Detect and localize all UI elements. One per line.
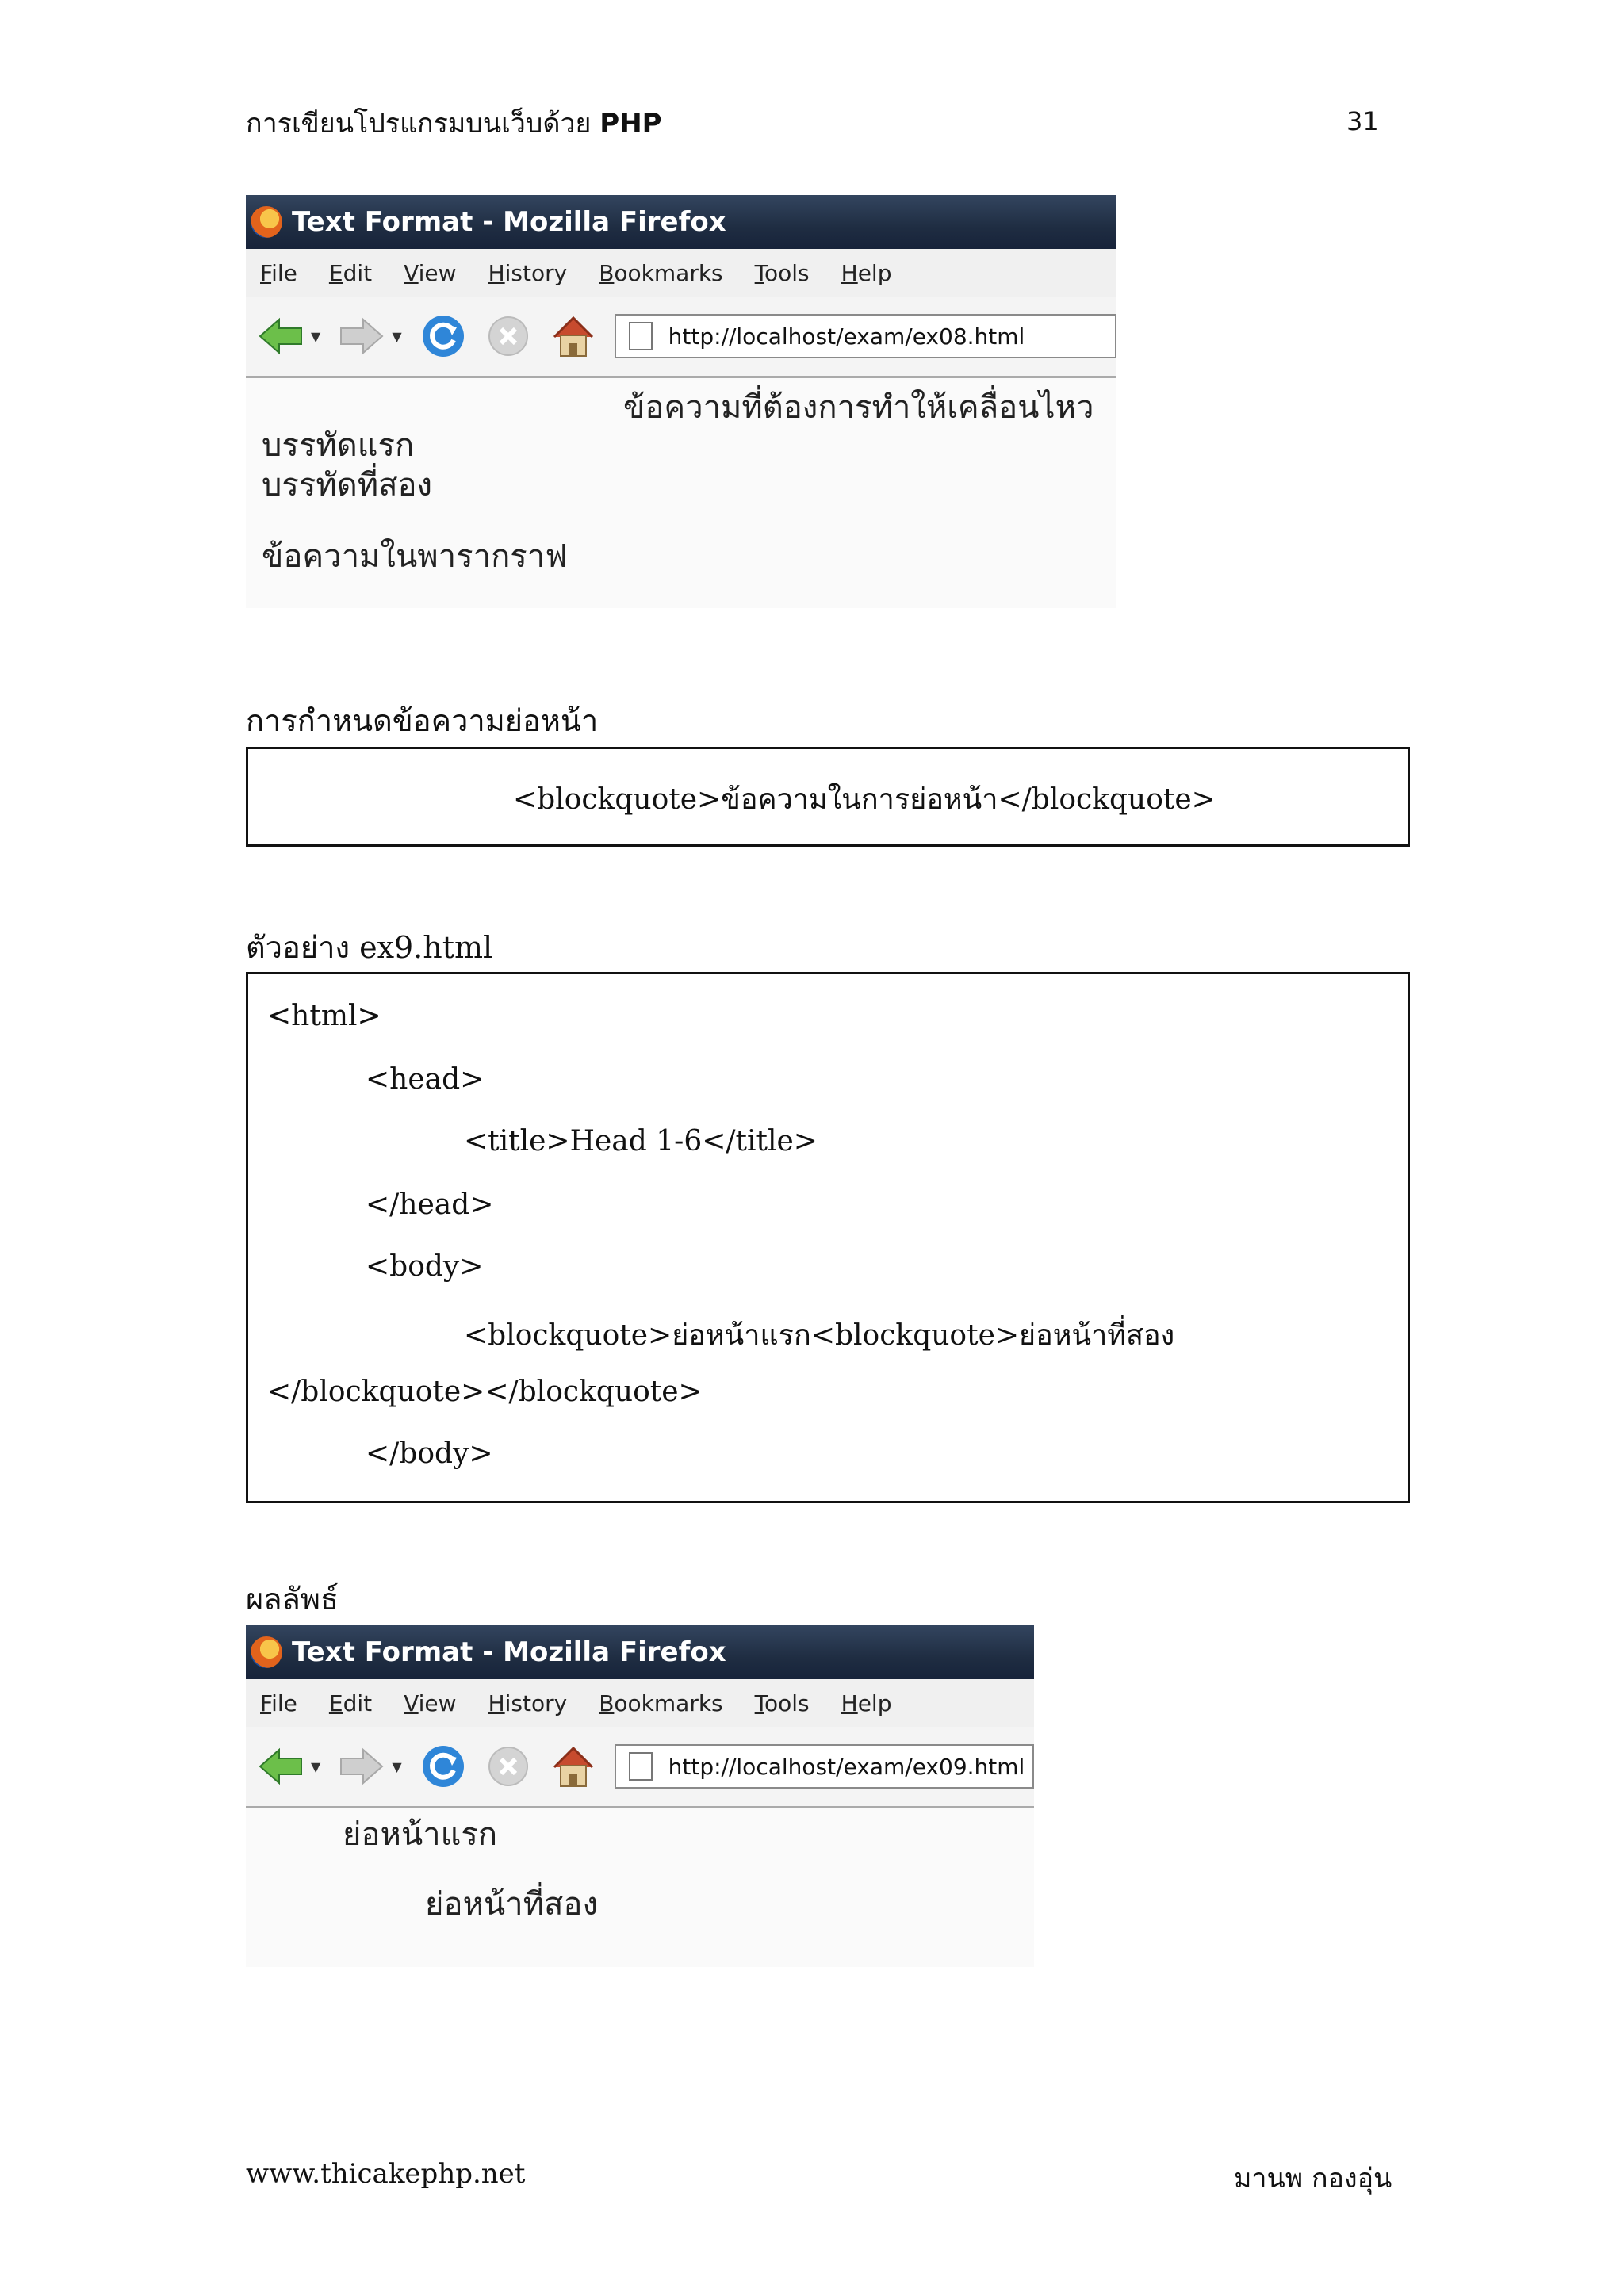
content-line-2: บรรทัดที่สอง (262, 467, 433, 503)
forward-button[interactable] (338, 312, 385, 360)
indent-level-1-text: ย่อหน้าแรก (343, 1816, 498, 1853)
code-box (246, 972, 1410, 1503)
content-paragraph: ข้อความในพารากราฟ (262, 538, 568, 575)
code-line-6: <blockquote>ย่อหน้าแรก<blockquote>ย่อหน้าที่สอง (464, 1319, 1175, 1352)
header-title-php: PHP (599, 108, 662, 140)
forward-history-dropdown-icon[interactable]: ▼ (392, 328, 402, 344)
syntax-box (246, 747, 1410, 847)
menu-bookmarks[interactable]: Bookmarks (599, 1689, 723, 1716)
stop-icon (486, 314, 530, 358)
navigation-toolbar (246, 1727, 1034, 1808)
reload-icon (420, 1743, 466, 1789)
reload-button[interactable] (419, 312, 467, 360)
address-bar-url: http://localhost/exam/ex08.html (668, 323, 1025, 350)
home-icon (550, 1743, 597, 1789)
menu-history[interactable]: History (488, 259, 568, 286)
code-line-2: <head> (366, 1063, 485, 1096)
menu-file[interactable]: File (260, 259, 297, 286)
window-titlebar (246, 195, 1116, 249)
page-header-title (246, 101, 662, 144)
code-line-5: <body> (366, 1250, 484, 1283)
back-arrow-icon (257, 316, 304, 356)
firefox-logo-icon (251, 206, 282, 238)
header-title-thai: การเขียนโปรแกรมบนเว็บด้วย (246, 108, 592, 140)
code-line-1: <html> (267, 1000, 381, 1032)
code-line-7: </blockquote></blockquote> (267, 1376, 703, 1408)
back-history-dropdown-icon[interactable]: ▼ (311, 328, 321, 344)
forward-arrow-icon (338, 316, 385, 356)
reload-button[interactable] (419, 1743, 467, 1790)
stop-icon (486, 1744, 530, 1789)
marquee-text: ข้อความที่ต้องการทำให้เคลื่อนไหว (623, 389, 1094, 426)
code-line-3: <title>Head 1-6</title> (464, 1125, 818, 1158)
menu-view[interactable]: View (404, 259, 457, 286)
browser-screenshot-ex09 (246, 1625, 1034, 1967)
home-button[interactable] (550, 312, 597, 360)
blockquote-syntax: <blockquote>ข้อความในการย่อหน้า</blockquote> (513, 783, 1216, 816)
browser-screenshot-ex08 (246, 195, 1116, 608)
forward-button[interactable] (338, 1743, 385, 1790)
section-heading-blockquote: การกำหนดข้อความย่อหน้า (246, 703, 599, 738)
home-button[interactable] (550, 1743, 597, 1790)
menu-history[interactable]: History (488, 1689, 568, 1716)
example-heading: ตัวอย่าง ex9.html (246, 930, 493, 965)
footer-author: มานพ กองอุ่น (1234, 2163, 1392, 2195)
address-bar[interactable] (615, 1744, 1034, 1789)
forward-arrow-icon (338, 1747, 385, 1786)
back-button[interactable] (257, 1743, 304, 1790)
stop-button[interactable] (485, 1743, 532, 1790)
menu-help[interactable]: Help (841, 259, 892, 286)
footer-website: www.thicakephp.net (246, 2158, 526, 2190)
menu-tools[interactable]: Tools (754, 259, 810, 286)
window-title: Text Format - Mozilla Firefox (292, 206, 726, 238)
menu-view[interactable]: View (404, 1689, 457, 1716)
menu-edit[interactable]: Edit (328, 1689, 373, 1716)
home-icon (550, 313, 597, 359)
back-history-dropdown-icon[interactable]: ▼ (311, 1758, 321, 1774)
menu-file[interactable]: File (260, 1689, 297, 1716)
back-button[interactable] (257, 312, 304, 360)
indent-level-2-text: ย่อหน้าที่สอง (425, 1886, 598, 1923)
menu-help[interactable]: Help (841, 1689, 892, 1716)
stop-button[interactable] (485, 312, 532, 360)
browser-viewport (246, 378, 1116, 608)
firefox-logo-icon (251, 1636, 282, 1668)
navigation-toolbar (246, 297, 1116, 378)
address-bar-url: http://localhost/exam/ex09.html (668, 1753, 1025, 1780)
menu-edit[interactable]: Edit (328, 259, 373, 286)
forward-history-dropdown-icon[interactable]: ▼ (392, 1758, 402, 1774)
address-bar[interactable] (615, 314, 1116, 358)
menu-bookmarks[interactable]: Bookmarks (599, 259, 723, 286)
back-arrow-icon (257, 1747, 304, 1786)
page-icon (629, 322, 653, 350)
menu-bar (246, 249, 1116, 297)
page-number: 31 (1346, 106, 1379, 136)
code-line-4: </head> (366, 1188, 494, 1221)
menu-bar (246, 1679, 1034, 1727)
window-title: Text Format - Mozilla Firefox (292, 1636, 726, 1668)
page-icon (629, 1752, 653, 1781)
result-heading: ผลลัพธ์ (246, 1582, 339, 1617)
window-titlebar (246, 1625, 1034, 1679)
code-line-8: </body> (366, 1437, 493, 1470)
browser-viewport (246, 1808, 1034, 1967)
menu-tools[interactable]: Tools (754, 1689, 810, 1716)
content-line-1: บรรทัดแรก (262, 427, 415, 464)
reload-icon (420, 313, 466, 359)
